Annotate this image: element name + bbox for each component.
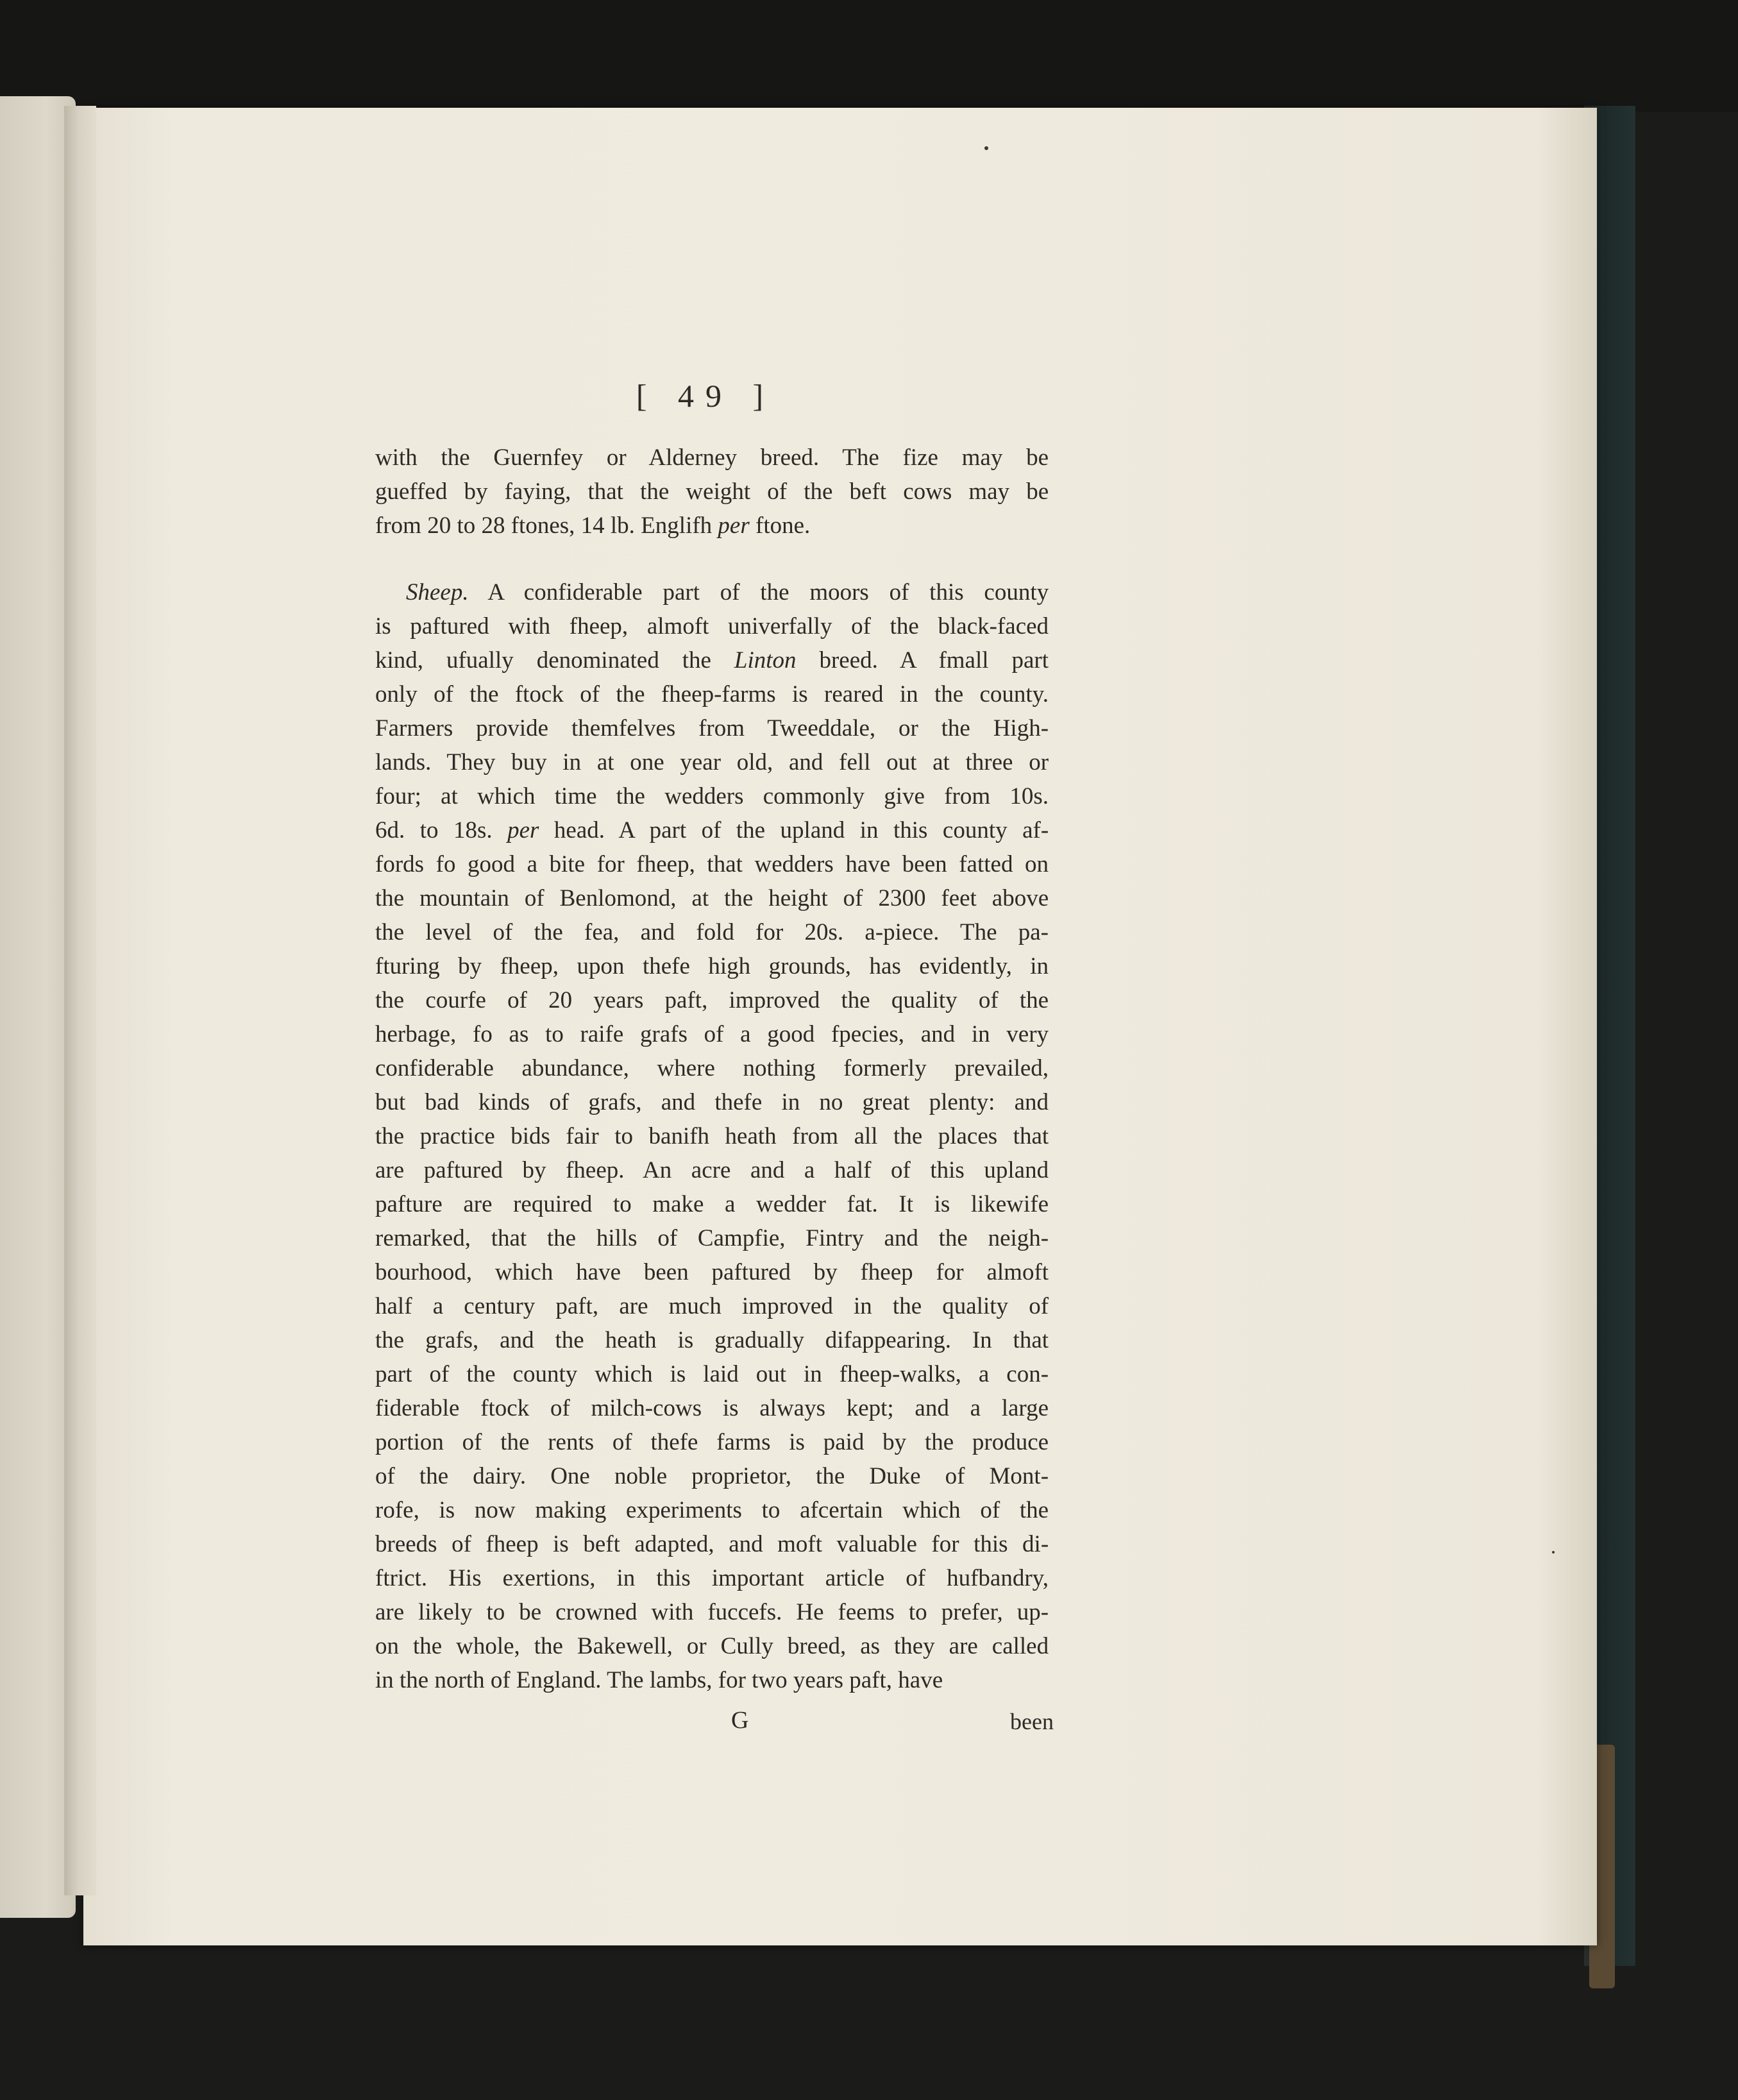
text-line: 6d. to 18s. per head. A part of the upland in this county af- bbox=[375, 817, 1049, 843]
text-line: the courfe of 20 years paft, improved the quality of the bbox=[375, 987, 1049, 1013]
text-line: herbage, fo as to raife grafs of a good fpecies, and in very bbox=[375, 1021, 1049, 1047]
text-line: kind, ufually denominated the Linton breed. A fmall part bbox=[375, 647, 1049, 673]
text-line: the practice bids fair to banifh heath from all the places that bbox=[375, 1123, 1049, 1149]
text-line: the mountain of Benlomond, at the height of 2300 feet above bbox=[375, 885, 1049, 911]
text-line: remarked, that the hills of Campfie, Fintry and the neigh- bbox=[375, 1225, 1049, 1251]
page-gutter bbox=[64, 106, 96, 1895]
text-line: confiderable abundance, where nothing formerly prevailed, bbox=[375, 1055, 1049, 1081]
text-line: four; at which time the wedders commonly give from 10s. bbox=[375, 783, 1049, 809]
text-line: only of the ftock of the fheep-farms is reared in the county. bbox=[375, 681, 1049, 707]
text-line: part of the county which is laid out in fheep-walks, a con- bbox=[375, 1361, 1049, 1387]
text-line: are likely to be crowned with fuccefs. He feems to prefer, up- bbox=[375, 1599, 1049, 1625]
signature-mark: G bbox=[731, 1707, 749, 1734]
text-line: breeds of fheep is beft adapted, and moft valuable for this di- bbox=[375, 1531, 1049, 1557]
text-line: with the Guernfey or Alderney breed. The fize may be bbox=[375, 445, 1049, 471]
text-line: pafture are required to make a wedder fat. It is likewife bbox=[375, 1191, 1049, 1217]
text-line: on the whole, the Bakewell, or Cully breed, as they are called bbox=[375, 1633, 1049, 1659]
text-line: gueffed by faying, that the weight of the beft cows may be bbox=[375, 478, 1049, 505]
text-line: the grafs, and the heath is gradually difappearing. In that bbox=[375, 1327, 1049, 1353]
text-line: in the north of England. The lambs, for two years paft, have bbox=[375, 1667, 943, 1693]
text-line: but bad kinds of grafs, and thefe in no great plenty: and bbox=[375, 1089, 1049, 1115]
catchword: been bbox=[1010, 1709, 1054, 1734]
text-line: fturing by fheep, upon thefe high grounds, has evidently, in bbox=[375, 953, 1049, 979]
text-line: bourhood, which have been paftured by fheep for almoft bbox=[375, 1259, 1049, 1285]
text-line: is paftured with fheep, almoft univerfally of the black-faced bbox=[375, 613, 1049, 639]
ink-speck bbox=[1552, 1551, 1555, 1554]
text-line: half a century paft, are much improved in the quality of bbox=[375, 1293, 1049, 1319]
text-line: portion of the rents of thefe farms is paid by the produce bbox=[375, 1429, 1049, 1455]
text-line: the level of the fea, and fold for 20s. a-piece. The pa- bbox=[375, 919, 1049, 945]
text-line: are paftured by fheep. An acre and a half of this upland bbox=[375, 1157, 1049, 1183]
text-line: from 20 to 28 ftones, 14 lb. Englifh per ftone. bbox=[375, 512, 811, 539]
text-line: Farmers provide themfelves from Tweeddale, or the High- bbox=[375, 715, 1049, 741]
text-line: Sheep. A confiderable part of the moors of this county bbox=[406, 579, 1049, 605]
text-line: ftrict. His exertions, in this important article of hufbandry, bbox=[375, 1565, 1049, 1591]
right-page bbox=[83, 108, 1597, 1945]
text-line: rofe, is now making experiments to afcertain which of the bbox=[375, 1497, 1049, 1523]
text-line: fords fo good a bite for fheep, that wedders have been fatted on bbox=[375, 851, 1049, 877]
page-number: [ 49 ] bbox=[636, 378, 775, 414]
background-shadow bbox=[0, 0, 1738, 112]
text-line: fiderable ftock of milch-cows is always kept; and a large bbox=[375, 1395, 1049, 1421]
text-line: lands. They buy in at one year old, and fell out at three or bbox=[375, 749, 1049, 775]
text-line: of the dairy. One noble proprietor, the Duke of Mont- bbox=[375, 1463, 1049, 1489]
ink-speck bbox=[984, 146, 988, 150]
